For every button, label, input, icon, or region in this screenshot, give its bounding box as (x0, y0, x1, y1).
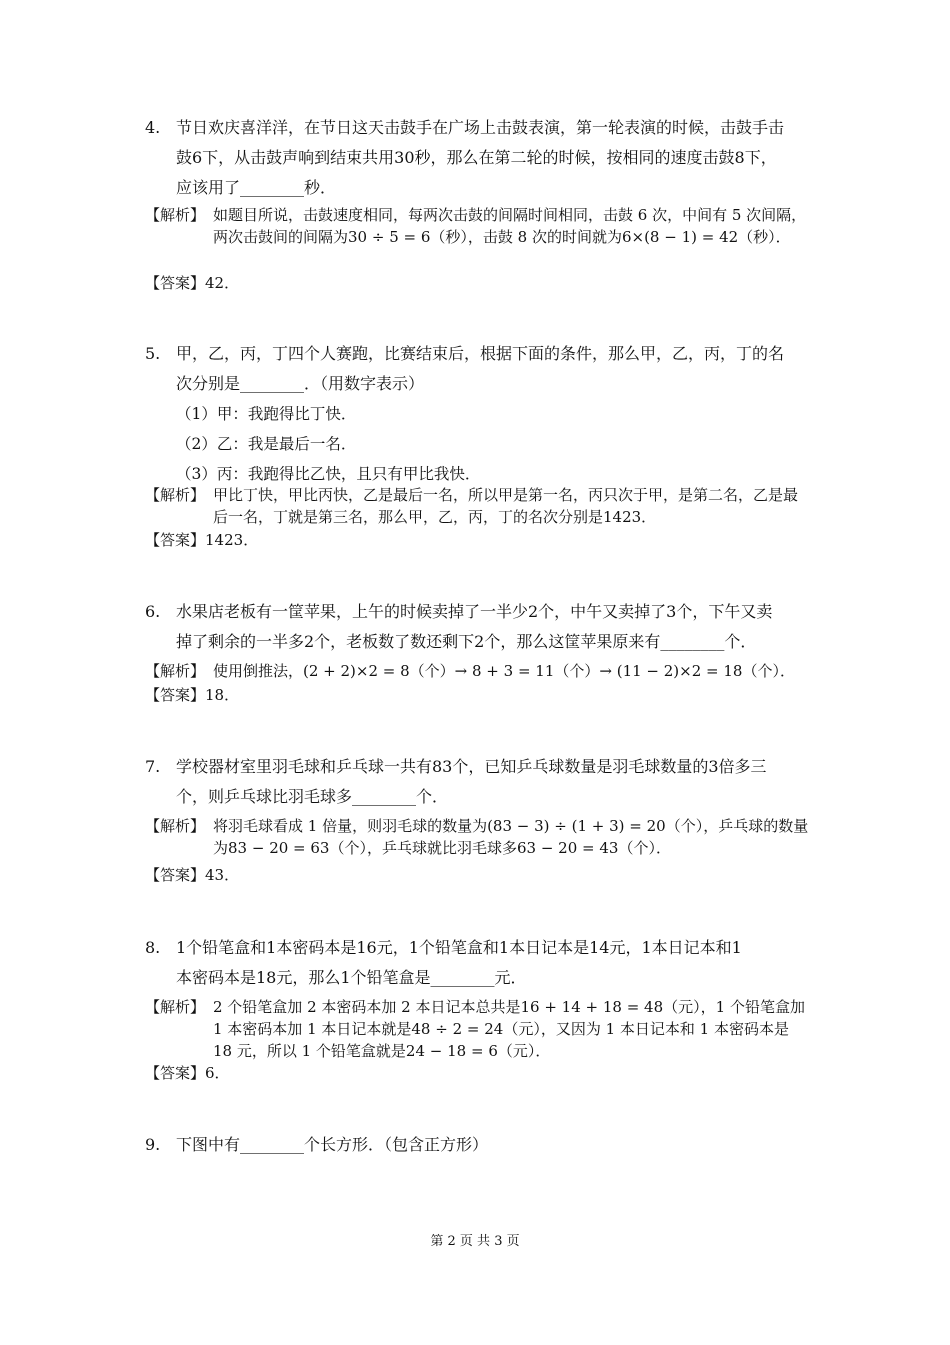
analysis-label: 【解析】 (145, 486, 206, 504)
question-9 (145, 1130, 815, 1160)
analysis-7 (145, 815, 815, 859)
answer-text: 6． (205, 1064, 230, 1082)
question-number: 7. (145, 757, 161, 776)
answer-label: 【答案】 (145, 531, 206, 549)
answer-label: 【答案】 (145, 274, 206, 292)
analysis-label: 【解析】 (145, 206, 206, 224)
analysis-8 (145, 996, 815, 1062)
question-line: 鼓6下，从击鼓声响到结束共用30秒，那么在第二轮的时候，按相同的速度击鼓8下， (176, 148, 777, 167)
analysis-text: 如题目所说，击鼓速度相同，每两次击鼓的间隔时间相同，击鼓 6 次，中间有 5 次间隔，两次击鼓间的间隔为30 ÷ 5 = 6（秒），击鼓 8 次的时间就为6×(8 − 1) = 42（秒）． (213, 206, 807, 246)
question-line: 学校器材室里羽毛球和乒乓球一共有83个，已知乒乓球数量是羽毛球数量的3倍多三 (176, 757, 767, 776)
analysis-text: 甲比丁快，甲比丙快，乙是最后一名，所以甲是第一名，丙只次于甲，是第二名，乙是最后一名，丁就是第三名，那么甲，乙，丙，丁的名次分别是1423． (213, 486, 799, 526)
analysis-label: 【解析】 (145, 817, 206, 835)
analysis-5 (145, 484, 815, 528)
analysis-text: 将羽毛球看成 1 倍量，则羽毛球的数量为(83 − 3) ÷ (1 + 3) = 20（个），乒乓球的数量为83 − 20 = 63（个），乒乓球就比羽毛球多63 − 20 = 43（个）． (213, 817, 809, 857)
question-number: 6. (145, 602, 161, 621)
answer-7 (145, 864, 239, 886)
question-line: 掉了剩余的一半多2个，老板数了数还剩下2个，那么这筐苹果原来有________个． (176, 632, 757, 651)
analysis-text: 2 个铅笔盒加 2 本密码本加 2 本日记本总共是16 + 14 + 18 = 48（元），1 个铅笔盒加 1 本密码本加 1 本日记本就是48 ÷ 2 = 24（元），又因为 1 本日记本和 1 本密码本是 18 元，所以 1 个铅笔盒就是24 − 18 = 6（元）． (213, 998, 805, 1060)
answer-8 (145, 1062, 230, 1084)
answer-text: 42． (205, 274, 240, 292)
question-7 (145, 752, 815, 812)
analysis-label: 【解析】 (145, 662, 206, 680)
question-line: 下图中有________个长方形．（包含正方形） (176, 1135, 489, 1154)
question-line: 1个铅笔盒和1本密码本是16元，1个铅笔盒和1本日记本是14元，1本日记本和1 (176, 938, 742, 957)
question-line: 节日欢庆喜洋洋，在节日这天击鼓手在广场上击鼓表演，第一轮表演的时候，击鼓手击 (176, 118, 785, 137)
analysis-label: 【解析】 (145, 998, 206, 1016)
answer-5 (145, 529, 258, 551)
answer-4 (145, 272, 239, 294)
answer-label: 【答案】 (145, 1064, 206, 1082)
answer-text: 43． (205, 866, 240, 884)
analysis-6 (145, 660, 815, 682)
question-line: 水果店老板有一筐苹果，上午的时候卖掉了一半少2个，中午又卖掉了3个，下午又卖 (176, 602, 773, 621)
answer-text: 1423． (205, 531, 259, 549)
condition-3: （3）丙：我跑得比乙快，且只有甲比我快． (176, 465, 481, 483)
condition-1: （1）甲：我跑得比丁快． (176, 405, 357, 423)
analysis-text: 使用倒推法，(2 + 2)×2 = 8（个）→ 8 + 3 = 11（个）→ (11 − 2)×2 = 18（个）． (213, 662, 795, 680)
answer-text: 18． (205, 686, 240, 704)
question-8 (145, 933, 815, 993)
question-line: 应该用了________秒． (176, 178, 337, 197)
question-line: 次分别是________．（用数字表示） (176, 374, 425, 393)
page-footer: 第 2 页 共 3 页 (430, 1234, 520, 1249)
question-line: 本密码本是18元，那么1个铅笔盒是________元． (176, 968, 527, 987)
answer-label: 【答案】 (145, 686, 206, 704)
question-number: 4. (145, 118, 161, 137)
question-number: 9. (145, 1135, 161, 1154)
question-5 (145, 339, 815, 489)
question-4 (145, 113, 815, 203)
analysis-4 (145, 204, 815, 248)
answer-6 (145, 684, 239, 706)
question-6 (145, 597, 815, 657)
question-line: 甲，乙，丙，丁四个人赛跑，比赛结束后，根据下面的条件，那么甲，乙，丙，丁的名 (176, 344, 785, 363)
question-number: 8. (145, 938, 161, 957)
question-line: 个，则乒乓球比羽毛球多________个． (176, 787, 449, 806)
question-number: 5. (145, 344, 161, 363)
answer-label: 【答案】 (145, 866, 206, 884)
condition-2: （2）乙：我是最后一名． (176, 435, 357, 453)
